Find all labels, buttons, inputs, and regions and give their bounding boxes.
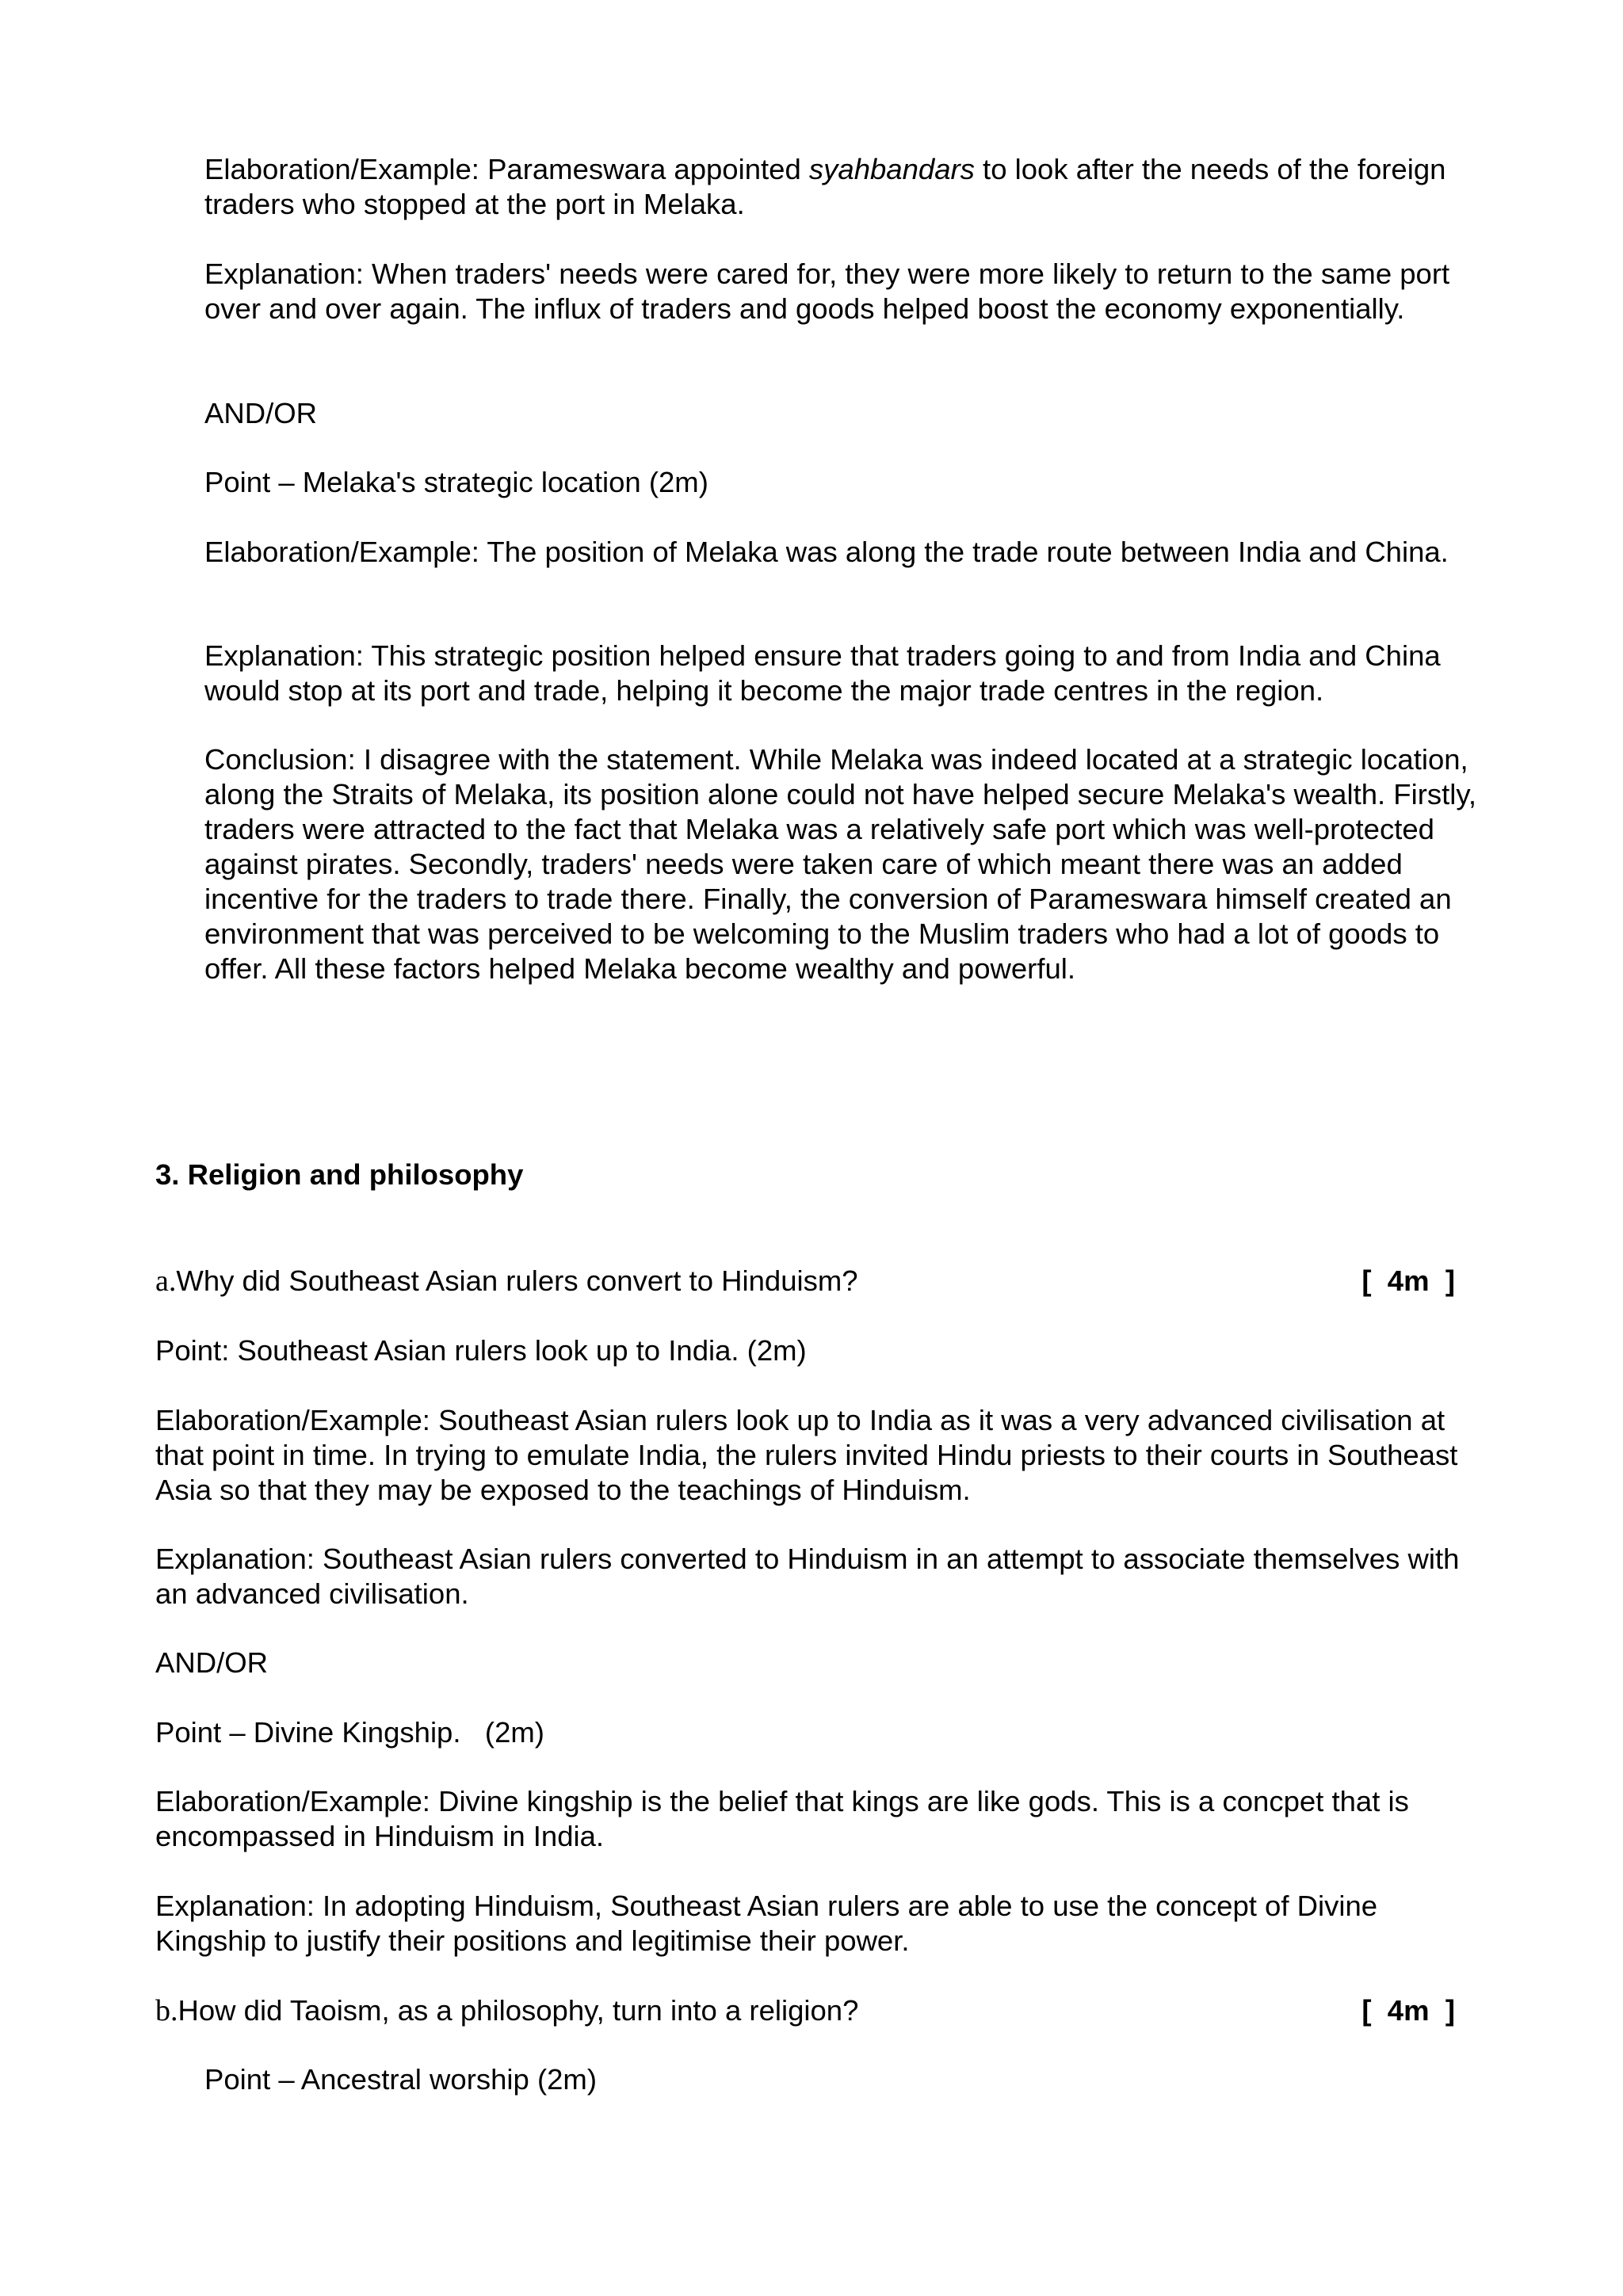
syahbandar-explanation: Explanation: When traders' needs were cared for, they were more likely to return to the same port over and over again. The influx of traders and goods helped boost the economy exponentially. <box>204 257 1450 325</box>
question-b-letter: b. <box>155 1994 178 2027</box>
question-a-explanation-2: Explanation: In adopting Hinduism, Southeast Asian rulers are able to use the concept of Divine Kingship to justify their positions and legitimise their power. <box>155 1890 1378 1957</box>
location-elaboration: Elaboration/Example: The position of Melaka was along the trade route between India and China. <box>204 536 1449 568</box>
elaboration-text-start: Elaboration/Example: Parameswara appointed <box>204 153 809 185</box>
question-a-marks: [ 4m ] <box>1361 1264 1455 1297</box>
question-a-point-1: Point: Southeast Asian rulers look up to India. (2m) <box>155 1334 807 1367</box>
conclusion-paragraph: Conclusion: I disagree with the statement. While Melaka was indeed located at a strategic location, along the Straits of Melaka, its position alone could not have helped secure Melaka's wealth. Firstly, traders were attracted to the fact that Melaka was a relatively safe port which was well-protected against pirates. Secondly, traders' needs were taken care of which meant there was an added incentive for the traders to trade there. Finally, the conversion of Parameswara himself created an environment that was perceived to be welcoming to the Muslim traders who had a lot of goods to offer. All these factors helped Melaka become wealthy and powerful. <box>204 743 1477 985</box>
location-explanation: Explanation: This strategic position helped ensure that traders going to and from India and China would stop at its port and trade, helping it become the major trade centres in the region. <box>204 639 1441 707</box>
question-b <box>155 1993 1455 2028</box>
question-a-text-wrap <box>155 1264 858 1299</box>
question-a <box>155 1264 1455 1299</box>
question-a-elaboration-1: Elaboration/Example: Southeast Asian rulers look up to India as it was a very advanced civilisation at that point in time. In trying to emulate India, the rulers invited Hindu priests to their courts in Southeast Asia so that they may be exposed to the teachings of Hinduism. <box>155 1404 1458 1506</box>
section-heading: 3. Religion and philosophy <box>155 1158 524 1191</box>
question-b-marks: [ 4m ] <box>1361 1994 1455 2027</box>
syahbandar-elaboration <box>204 152 1488 222</box>
question-b-text: How did Taoism, as a philosophy, turn into a religion? <box>178 1994 859 2027</box>
elaboration-italic-term: syahbandars <box>808 153 975 185</box>
question-a-explanation-1: Explanation: Southeast Asian rulers converted to Hinduism in an attempt to associate themselves with an advanced civilisation. <box>155 1543 1460 1610</box>
question-a-text: Why did Southeast Asian rulers convert to Hinduism? <box>176 1264 858 1297</box>
question-a-point-2: Point – Divine Kingship. (2m) <box>155 1716 544 1749</box>
question-a-letter: a. <box>155 1264 177 1298</box>
elaboration-text-end: to look after the needs of the foreign traders who stopped at the port in Melaka. <box>204 153 1446 220</box>
question-b-text-wrap <box>155 1993 858 2028</box>
question-a-and-or: AND/OR <box>155 1646 268 1679</box>
and-or-separator: AND/OR <box>204 397 317 429</box>
question-a-elaboration-2: Elaboration/Example: Divine kingship is the belief that kings are like gods. This is a concpet that is encompassed in Hinduism in India. <box>155 1785 1409 1852</box>
location-point: Point – Melaka's strategic location (2m) <box>204 466 708 498</box>
question-b-point-1: Point – Ancestral worship (2m) <box>204 2063 597 2096</box>
